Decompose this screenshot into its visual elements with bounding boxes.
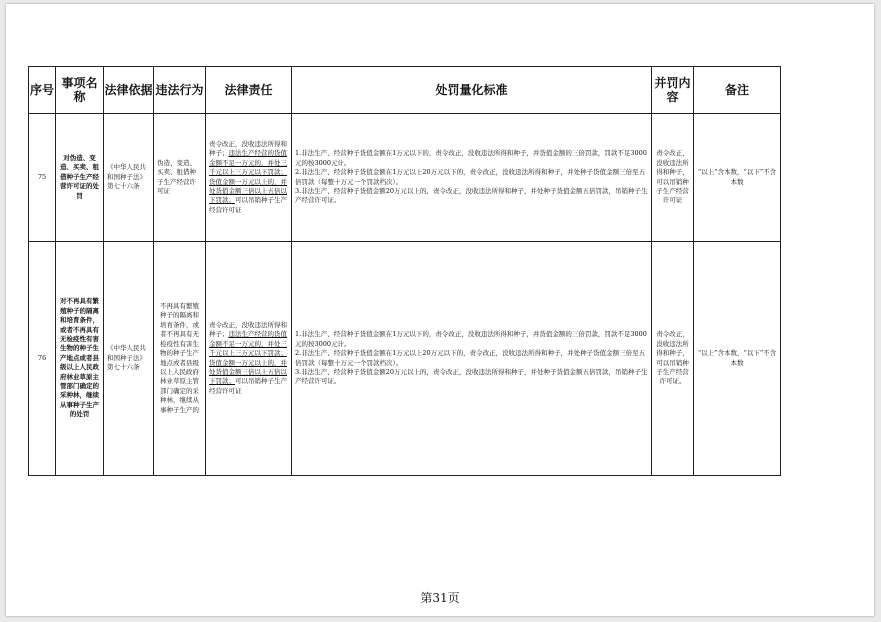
table-row — [29, 242, 781, 476]
row-standard — [292, 242, 652, 476]
row-violation: 不再具有繁殖种子的隔离和培育条件，或者不再具有无检疫性有害生物的种子生产地点或者县级以上人民政府林业草原主管部门确定的采种林，继续从事种子生产的 — [154, 242, 206, 476]
header-concurrent: 并罚内容 — [652, 67, 694, 114]
liability-tail: 可以吊销种子生产经营许可证 — [209, 196, 287, 214]
liability-fine-range: 违法生产经营的货值金额不足一万元的，并处三千元以上三万元以下罚款；货值金额一万元以上的，并处货值金额三倍以上五倍以下罚款； — [209, 330, 287, 386]
row-item: 对伪造、变造、买卖、租借种子生产经营许可证的处罚 — [56, 114, 104, 242]
header-basis: 法律依据 — [104, 67, 154, 114]
standard-line: 1.非法生产、经营种子货值金额在1万元以下的，责令改正，没收违法所得和种子，并货值金额的三倍罚款，罚款不足3000元的按3000元计。 — [295, 149, 647, 167]
row-concurrent: 责令改正，没收违法所得和种子，可以吊销种子生产经营许可证 — [652, 114, 694, 242]
table-header-row — [29, 67, 781, 114]
row-remarks: “以上”含本数，“以下”不含本数 — [694, 114, 781, 242]
header-no: 序号 — [29, 67, 56, 114]
standard-line: 3.非法生产、经营种子货值金额20万元以上的，责令改正，没收违法所得和种子，并处种子货值金额五倍罚款，吊销种子生产经营许可证。 — [295, 367, 648, 386]
table-row — [29, 114, 781, 242]
row-standard — [292, 114, 652, 242]
row-basis: 《中华人民共和国种子法》第七十六条 — [104, 114, 154, 242]
row-violation: 伪造、变造、买卖、租借种子生产经营许可证 — [154, 114, 206, 242]
liability-fine-range: 违法生产经营的货值金额不足一万元的，并处三千元以上三万元以下罚款；货值金额一万元以上的，并处货值金额三倍以上五倍以下罚款； — [209, 149, 287, 205]
liability-lead: 责令改正，没收违法所得和种子； — [209, 139, 287, 158]
row-number: 75 — [29, 114, 56, 242]
document-page — [6, 4, 874, 616]
standard-line: 1.非法生产、经营种子货值金额在1万元以下的，责令改正，没收违法所得和种子，并货值金额的三倍罚款，罚款不足3000元的按3000元计。 — [295, 330, 647, 348]
standard-line: 2.非法生产、经营种子货值金额在1万元以上20万元以下的，责令改正，没收违法所得和种子，并处种子货值金额三倍至五倍罚款（每整十万元一个罚款档次）。 — [295, 168, 646, 186]
header-violation: 违法行为 — [154, 67, 206, 114]
row-remarks: “以上”含本数，“以下”不含本数 — [694, 242, 781, 476]
row-liability — [206, 114, 292, 242]
row-concurrent: 责令改正，没收违法所得和种子，可以吊销种子生产经营许可证。 — [652, 242, 694, 476]
header-liability: 法律责任 — [206, 67, 292, 114]
penalty-table — [28, 66, 781, 476]
page-number: 第31页 — [420, 591, 460, 605]
standard-line: 2.非法生产、经营种子货值金额在1万元以上20万元以下的，责令改正，没收违法所得和种子，并处种子货值金额三倍至五倍罚款（每整十万元一个罚款档次）。 — [295, 349, 646, 367]
row-item: 对不再具有繁殖种子的隔离和培育条件，或者不再具有无检疫性有害生物的种子生产地点或者县级以上人民政府林业草原主管部门确定的采种林，继续从事种子生产的处罚 — [56, 242, 104, 476]
header-remarks: 备注 — [694, 67, 781, 114]
header-item: 事项名称 — [56, 67, 104, 114]
liability-lead: 责令改正，没收违法所得和种子； — [209, 320, 287, 339]
row-number: 76 — [29, 242, 56, 476]
header-standard: 处罚量化标准 — [292, 67, 652, 114]
liability-tail: 可以吊销种子生产经营许可证 — [209, 377, 287, 395]
row-basis: 《中华人民共和国种子法》第七十六条 — [104, 242, 154, 476]
standard-line: 3.非法生产、经营种子货值金额20万元以上的，责令改正，没收违法所得和种子，并处种子货值金额五倍罚款，吊销种子生产经营许可证。 — [295, 186, 648, 205]
row-liability — [206, 242, 292, 476]
